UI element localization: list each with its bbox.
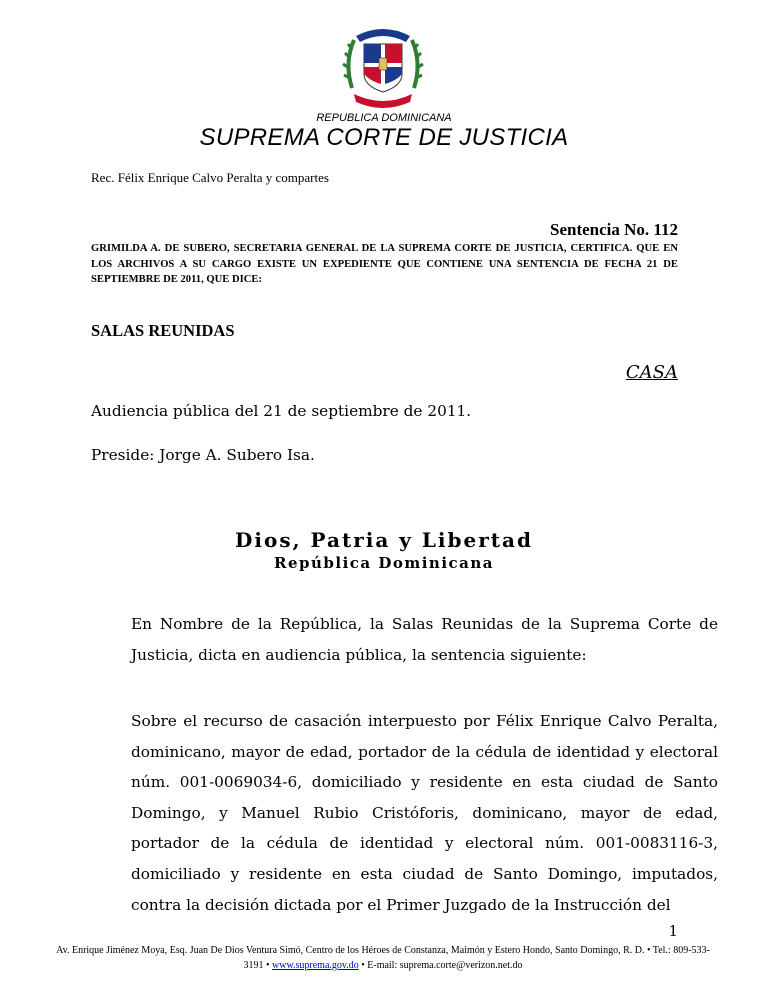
- casa-label: CASA: [625, 362, 678, 383]
- court-name: SUPREMA CORTE DE JUSTICIA: [199, 124, 569, 151]
- republica-subtitle: República Dominicana: [273, 554, 495, 572]
- preside-line: Preside: Jorge A. Subero Isa.: [91, 446, 315, 464]
- audiencia-line: Audiencia pública del 21 de septiembre de 2011.: [91, 402, 472, 420]
- footer-address: Av. Enrique Jiménez Moya, Esq. Juan De Dios Ventura Simó, Centro de los Héroes de Constanza, Maimón y Estero Hondo, Santo Domingo, R. D. • Tel.: 809-533-3191 •: [56, 945, 710, 971]
- coat-of-arms-icon: [340, 18, 426, 110]
- footer: [48, 943, 718, 973]
- salas-reunidas-heading: SALAS REUNIDAS: [91, 321, 235, 340]
- country-name: REPUBLICA DOMINICANA: [316, 112, 452, 124]
- page-number: 1: [668, 922, 678, 940]
- motto: Dios, Patria y Libertad: [235, 528, 533, 552]
- sentencia-number: Sentencia No. 112: [550, 220, 678, 239]
- footer-website-link[interactable]: www.suprema.gov.do: [272, 960, 359, 971]
- certificacion-text: GRIMILDA A. DE SUBERO, SECRETARIA GENERAL DE LA SUPREMA CORTE DE JUSTICIA, CERTIFICA. QUE EN LOS ARCHIVOS A SU CARGO EXISTE UN EXPEDIENTE QUE CONTIENE UNA SENTENCIA DE FECHA 21 DE SEPTIEMBRE DE 2011, QUE DICE:: [91, 243, 678, 285]
- footer-email: • E-mail: suprema.corte@verizon.net.do: [361, 960, 523, 971]
- recurrente-line: Rec. Félix Enrique Calvo Peralta y compartes: [91, 170, 329, 185]
- paragraph-nombre: En Nombre de la República, la Salas Reunidas de la Suprema Corte de Justicia, dicta en audiencia pública, la sentencia siguiente:: [131, 615, 718, 664]
- paragraph-recurso: Sobre el recurso de casación interpuesto por Félix Enrique Calvo Peralta, dominicano, mayor de edad, portador de la cédula de identidad y electoral núm. 001-0069034-6, domiciliado y residente en esta ciudad de Santo Domingo, y Manuel Rubio Cristóforis, dominicano, mayor de edad, portador de la cédula de identidad y electoral núm. 001-0083116-3, domiciliado y residente en esta ciudad de Santo Domingo, imputados, contra la decisión dictada por el Primer Juzgado de la Instrucción del: [131, 712, 718, 914]
